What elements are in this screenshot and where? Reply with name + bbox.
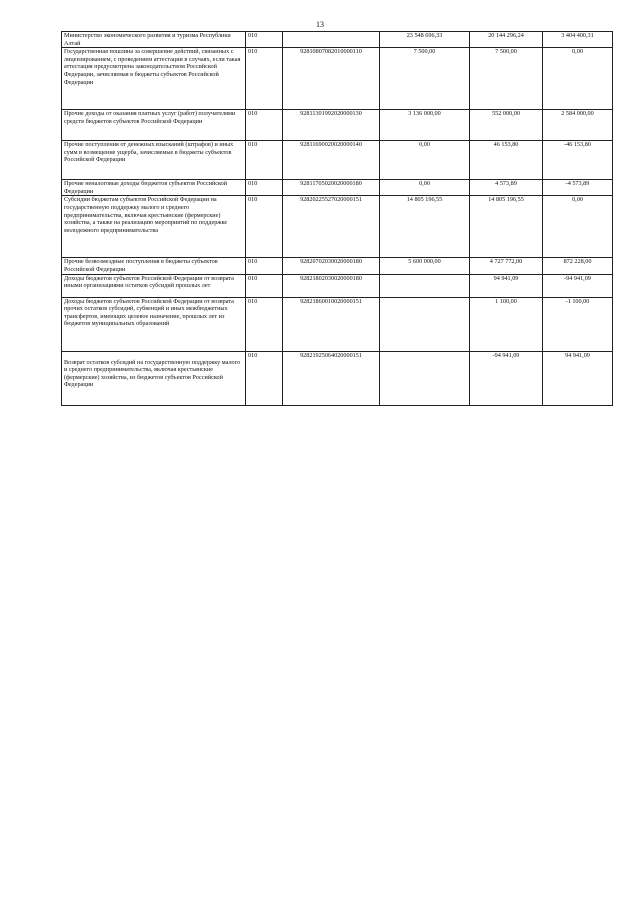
row-deviation-cell: 3 404 400,31 [543,32,613,48]
table-row [62,351,613,405]
row-code-cell: 010 [246,48,283,110]
table-row [62,110,613,141]
row-deviation-cell: -46 153,80 [543,141,613,180]
row-deviation-cell: 0,00 [543,196,613,258]
row-executed-cell: 4 573,89 [470,180,543,196]
row-deviation-cell: -4 573,89 [543,180,613,196]
row-executed-cell: 552 000,00 [470,110,543,141]
row-executed-cell: 4 727 772,00 [470,258,543,274]
table-row [62,32,613,48]
row-plan-cell: 23 548 696,33 [380,32,470,48]
row-name-cell: Прочие доходы от оказания платных услуг (работ) получателями средств бюджетов субъектов Российской Федерации [62,110,246,141]
row-executed-cell: -94 941,09 [470,351,543,405]
row-code-cell: 010 [246,274,283,297]
table-row [62,141,613,180]
row-name-cell: Министерство экономического развития и туризма Республики Алтай [62,32,246,48]
row-name-cell: Возврат остатков субсидий на государственную поддержку малого и среднего предпринимательства, включая крестьянские (фермерские) хозяйства, из бюджетов субъектов Российской Федерации [62,351,246,405]
row-executed-cell: 7 500,00 [470,48,543,110]
row-name-cell: Прочие поступления от денежных взысканий (штрафов) и иных сумм в возмещение ущерба, зачисляемые в бюджеты субъектов Российской Федерации [62,141,246,180]
row-kbk-cell [283,32,380,48]
row-plan-cell [380,297,470,351]
row-name-cell: Субсидии бюджетам субъектов Российской Федерации на государственную поддержку малого и среднего предпринимательства, включая крестьянские (фермерские) хозяйства, а также на реализацию мероприятий по поддержке молодежного предпринимательства [62,196,246,258]
row-kbk-cell: 92820225527020000151 [283,196,380,258]
row-name-cell: Доходы бюджетов субъектов Российской Федерации от возврата иными организациями остатков субсидий прошлых лет [62,274,246,297]
row-kbk-cell: 92811301992020000130 [283,110,380,141]
row-deviation-cell: 0,00 [543,48,613,110]
row-plan-cell: 0,00 [380,180,470,196]
row-plan-cell: 3 136 000,00 [380,110,470,141]
table-row [62,258,613,274]
row-plan-cell: 7 500,00 [380,48,470,110]
row-executed-cell: 14 805 196,55 [470,196,543,258]
row-kbk-cell: 92810807082010000110 [283,48,380,110]
row-deviation-cell: -1 100,00 [543,297,613,351]
row-kbk-cell: 92821925064020000151 [283,351,380,405]
row-executed-cell: 20 144 296,24 [470,32,543,48]
row-deviation-cell: -94 941,09 [543,274,613,297]
row-plan-cell: 5 600 000,00 [380,258,470,274]
row-code-cell: 010 [246,141,283,180]
row-plan-cell [380,351,470,405]
table-row [62,274,613,297]
revenue-report-table [61,31,613,406]
row-name-cell: Государственная пошлина за совершение действий, связанных с лицензированием, с проведением аттестации в случаях, если такая аттестация предусмотрена законодательством Российской Федерации, зачисляемая в бюджеты субъектов Российской Федерации [62,48,246,110]
row-code-cell: 010 [246,351,283,405]
row-executed-cell: 46 153,80 [470,141,543,180]
row-code-cell: 010 [246,32,283,48]
row-plan-cell [380,274,470,297]
row-code-cell: 010 [246,180,283,196]
row-plan-cell: 0,00 [380,141,470,180]
report-table-body [62,32,613,406]
table-row [62,196,613,258]
table-row [62,180,613,196]
row-name-cell: Прочие неналоговые доходы бюджетов субъектов Российской Федерации [62,180,246,196]
row-kbk-cell: 92821860010020000151 [283,297,380,351]
table-row [62,48,613,110]
row-deviation-cell: 872 228,00 [543,258,613,274]
row-code-cell: 010 [246,196,283,258]
row-code-cell: 010 [246,110,283,141]
row-name-cell: Прочие безвозмездные поступления в бюджеты субъектов Российской Федерации [62,258,246,274]
row-kbk-cell: 92820702030020000180 [283,258,380,274]
row-executed-cell: 1 100,00 [470,297,543,351]
row-kbk-cell: 92811705020020000180 [283,180,380,196]
row-code-cell: 010 [246,297,283,351]
table-row [62,297,613,351]
row-plan-cell: 14 805 196,55 [380,196,470,258]
page-number: 13 [316,20,324,29]
row-deviation-cell: 94 941,09 [543,351,613,405]
row-executed-cell: 94 941,09 [470,274,543,297]
row-kbk-cell: 92821802030020000180 [283,274,380,297]
row-code-cell: 010 [246,258,283,274]
row-name-cell: Доходы бюджетов субъектов Российской Федерации от возврата прочих остатков субсидий, субвенций и иных межбюджетных трансфертов, имеющих целевое назначение, прошлых лет из бюджетов муниципальных образований [62,297,246,351]
row-deviation-cell: 2 584 000,00 [543,110,613,141]
row-kbk-cell: 92811690020020000140 [283,141,380,180]
